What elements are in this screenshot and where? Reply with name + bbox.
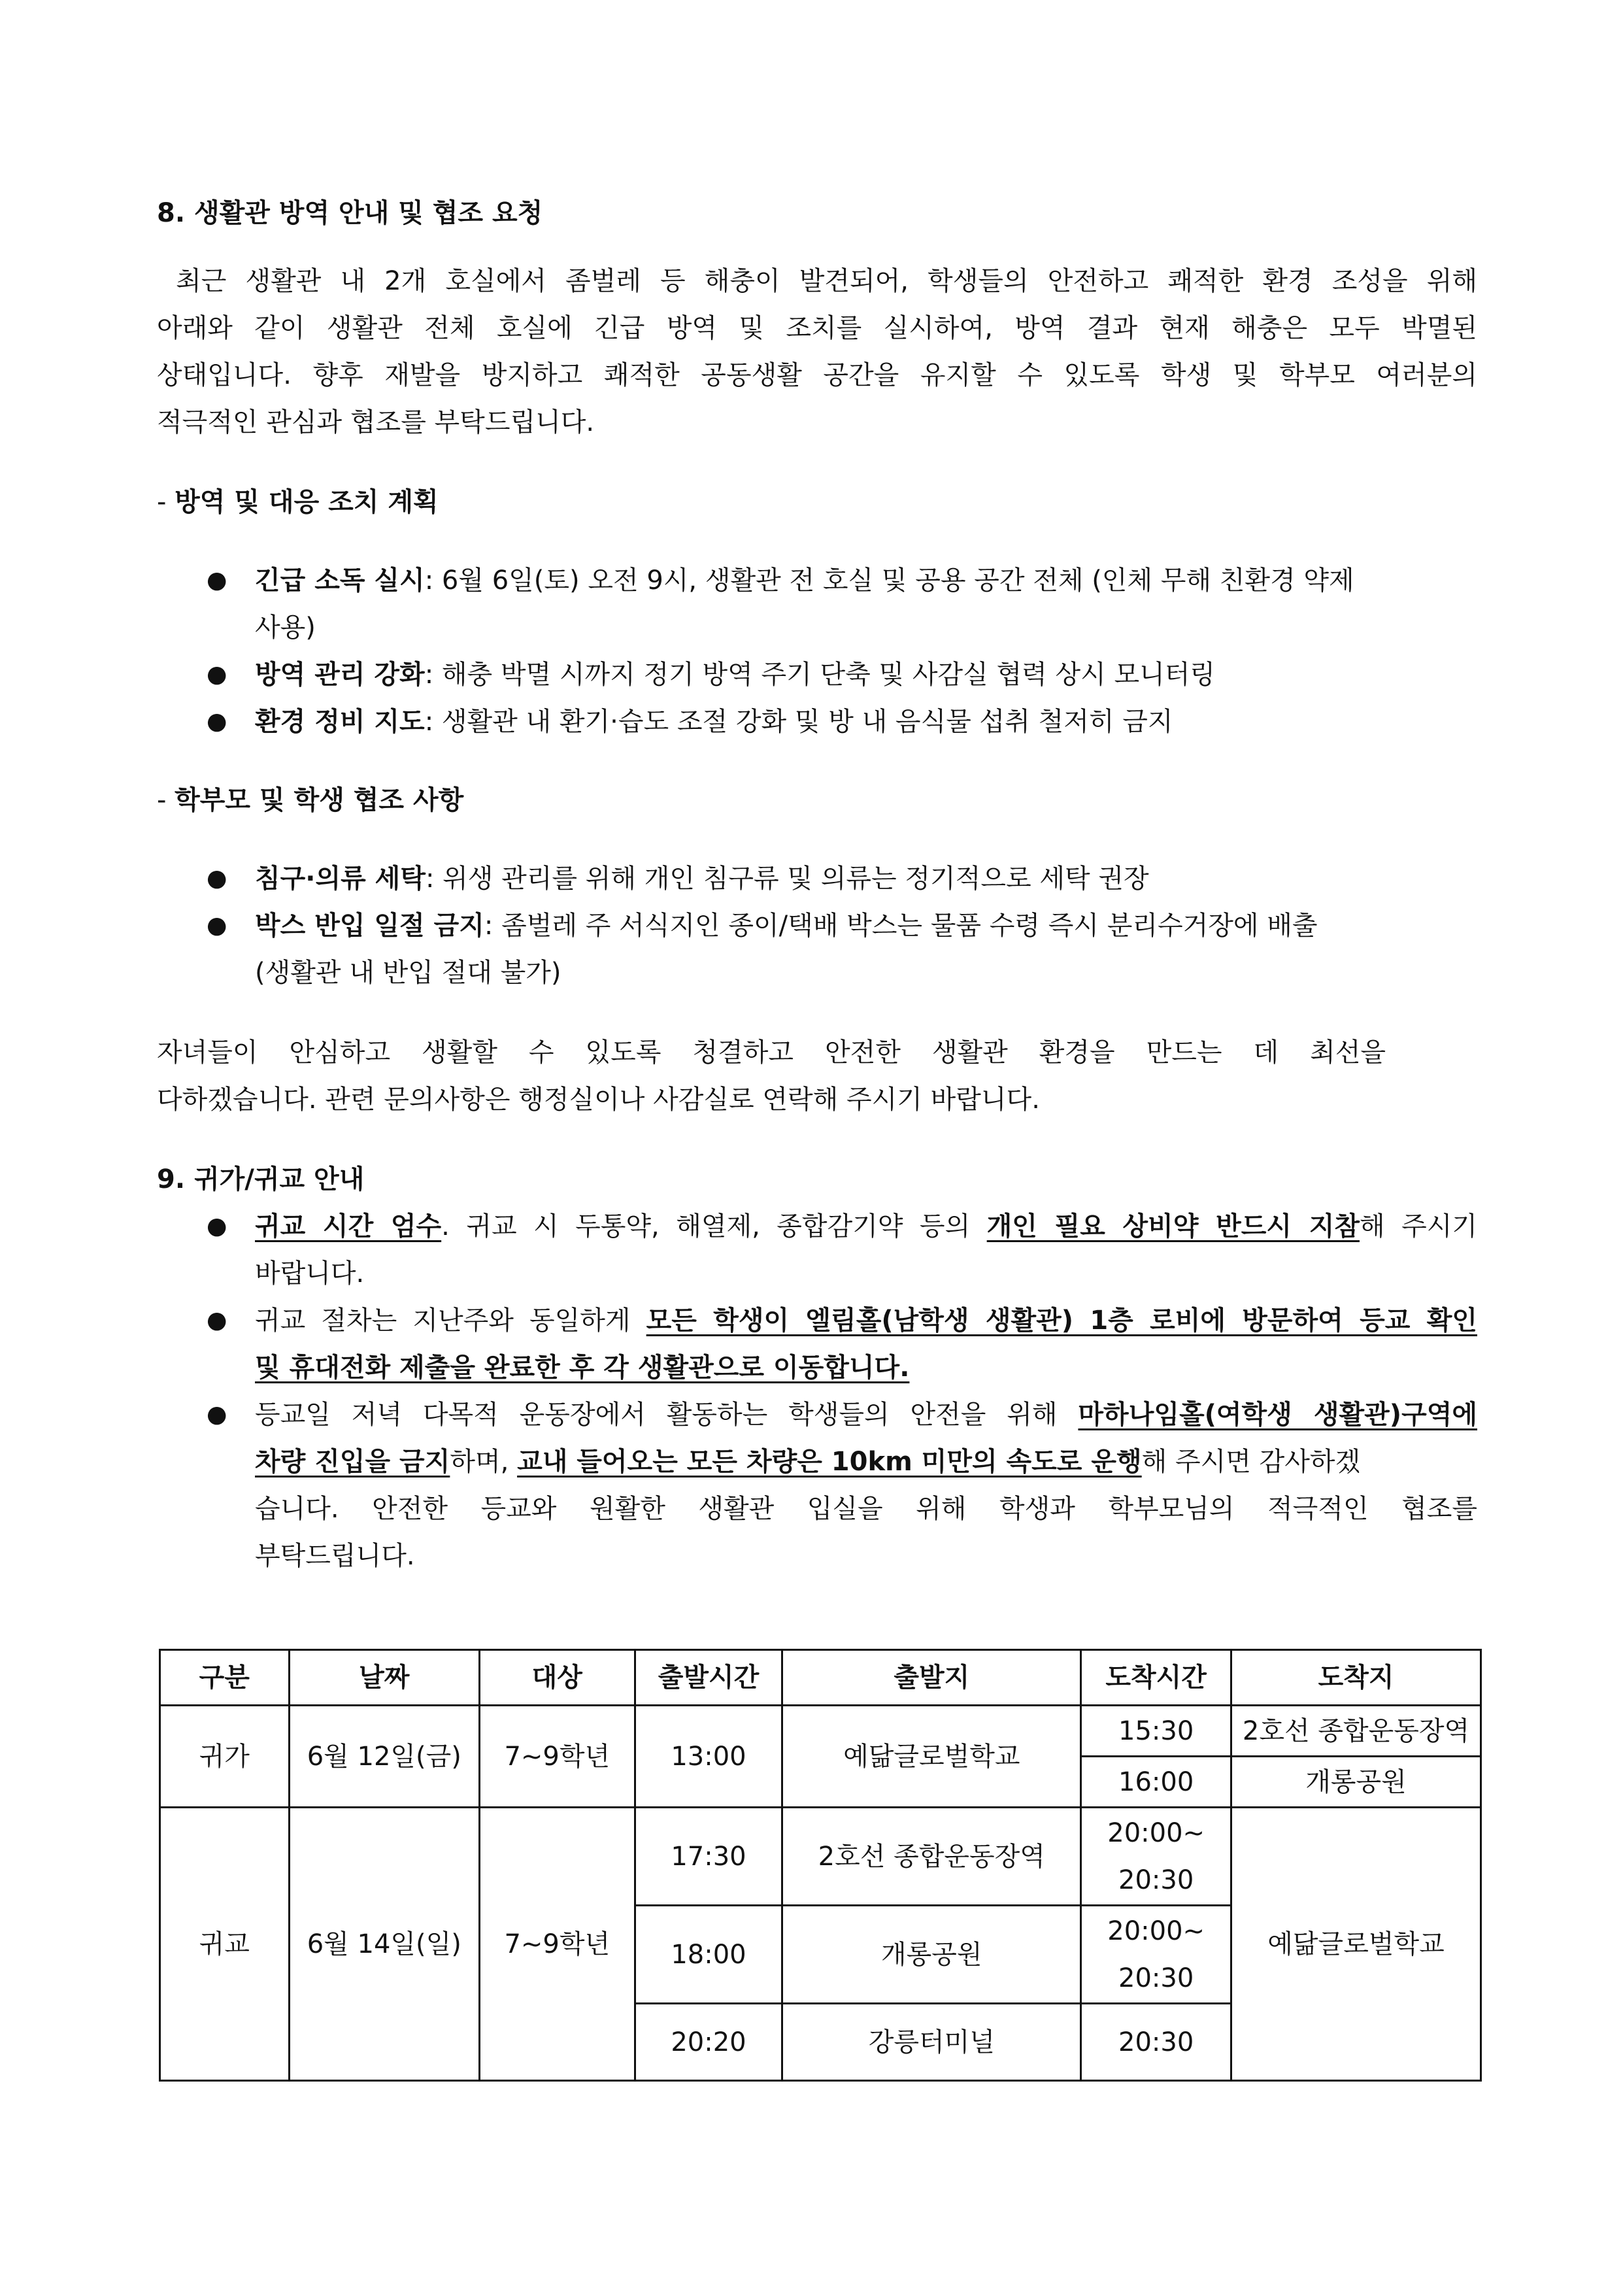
item-text: : 생활관 내 환기·습도 조절 강화 및 방 내 음식물 섭취 철저히 금지 — [424, 707, 1173, 737]
emphasis-underlined: 마하나임홀(여학생 생활관)구역에 — [1078, 1400, 1478, 1430]
item-text: 하며, — [450, 1447, 518, 1477]
header-grade: 대상 — [480, 1650, 635, 1706]
item-text: (생활관 내 반입 절대 불가) — [255, 958, 561, 988]
item-label: 환경 정비 지도 — [255, 707, 425, 737]
cell-arrive-time: 16:00 — [1081, 1757, 1231, 1808]
arrive-line: 20:00~ — [1107, 1916, 1205, 1946]
bullet-icon: ● — [207, 912, 227, 939]
list-item-continuation — [157, 1532, 1477, 1579]
cell-destination: 2호선 종합운동장역 — [1231, 1706, 1481, 1757]
closing-line: 자녀들이 안심하고 생활할 수 있도록 청결하고 안전한 생활관 환경을 만드는 데 최선을 — [157, 1038, 1386, 1068]
subsection-title-text: 학부모 및 학생 협조 사항 — [175, 785, 464, 815]
bullet-icon: ● — [207, 661, 227, 688]
item-text: : 해충 박멸 시까지 정기 방역 주기 단축 및 사감실 협력 상시 모니터링 — [424, 660, 1216, 690]
list-item — [157, 557, 1477, 604]
cell-depart-time: 18:00 — [635, 1906, 782, 2004]
bullet-icon: ● — [207, 708, 227, 735]
cell-arrive-time — [1081, 1808, 1231, 1906]
section-9-title: 9. 귀가/귀교 안내 — [157, 1164, 365, 1194]
bullet-icon: ● — [207, 1307, 227, 1334]
cell-grade: 7~9학년 — [480, 1706, 635, 1808]
intro-line: 아래와 같이 생활관 전체 호실에 긴급 방역 및 조치를 실시하여, 방역 결과 현재 해충은 모두 박멸된 — [157, 313, 1477, 343]
emphasis-underlined: 차량 진입을 금지 — [255, 1447, 450, 1477]
dash: - — [157, 785, 175, 815]
arrive-line: 20:30 — [1118, 1963, 1194, 1993]
cell-depart-time: 17:30 — [635, 1808, 782, 1906]
cell-depart-place: 예닮글로벌학교 — [782, 1706, 1081, 1808]
item-label: 침구·의류 세탁 — [255, 864, 426, 894]
item-label: 방역 관리 강화 — [255, 660, 425, 690]
cooperation-list — [157, 855, 1477, 996]
subsection-title-text: 방역 및 대응 조치 계획 — [175, 487, 439, 517]
list-item-continuation — [157, 1438, 1477, 1485]
item-text: 사용) — [255, 613, 316, 643]
document-page — [157, 190, 1477, 1579]
emphasis-underlined: 귀교 시간 엄수 — [255, 1211, 442, 1241]
cell-type: 귀가 — [160, 1706, 290, 1808]
list-item-continuation — [157, 1344, 1477, 1391]
table-row — [160, 1706, 1481, 1757]
cell-depart-place: 2호선 종합운동장역 — [782, 1808, 1081, 1906]
list-item-continuation — [157, 604, 1477, 651]
section-8-intro — [157, 258, 1477, 446]
cell-date: 6월 12일(금) — [289, 1706, 479, 1808]
cell-grade: 7~9학년 — [480, 1808, 635, 2081]
item-label: 긴급 소독 실시 — [255, 566, 425, 596]
table-row — [160, 1808, 1481, 1906]
item-label: 박스 반입 일절 금지 — [255, 911, 484, 941]
item-text: : 좀벌레 주 서식지인 종이/택배 박스는 물품 수령 즉시 분리수거장에 배출 — [484, 911, 1318, 941]
dash: - — [157, 487, 175, 517]
header-type: 구분 — [160, 1650, 290, 1706]
bullet-icon: ● — [207, 567, 227, 594]
emphasis-underlined: 모든 학생이 엘림홀(남학생 생활관) 1층 로비에 방문하여 등교 확인 — [646, 1306, 1477, 1336]
list-item — [157, 698, 1477, 745]
arrive-line: 20:30 — [1118, 1865, 1194, 1895]
emphasis-underlined: 개인 필요 상비약 반드시 지참 — [986, 1211, 1360, 1241]
item-text: 해 주시면 감사하겠 — [1141, 1447, 1361, 1477]
cell-type: 귀교 — [160, 1808, 290, 2081]
header-depart-place: 출발지 — [782, 1650, 1081, 1706]
cell-arrive-time: 15:30 — [1081, 1706, 1231, 1757]
intro-line: 적극적인 관심과 협조를 부탁드립니다. — [157, 407, 595, 437]
emphasis-underlined: 및 휴대전화 제출을 완료한 후 각 생활관으로 이동합니다. — [255, 1353, 910, 1383]
arrive-line: 20:00~ — [1107, 1817, 1205, 1848]
intro-line: 상태입니다. 향후 재발을 방지하고 쾌적한 공동생활 공간을 유지할 수 있도록 학생 및 학부모 여러분의 — [157, 360, 1477, 390]
list-item-continuation — [157, 1485, 1477, 1532]
section-8-closing — [157, 1029, 1477, 1123]
cell-arrive-time — [1081, 1906, 1231, 2004]
emphasis-underlined: 교내 들어오는 모든 차량은 10km 미만의 속도로 운행 — [517, 1447, 1142, 1477]
subsection-title — [157, 777, 1477, 824]
section-8-title: 8. 생활관 방역 안내 및 협조 요청 — [157, 198, 543, 228]
item-text: 부탁드립니다. — [255, 1541, 415, 1571]
item-text: : 6월 6일(토) 오전 9시, 생활관 전 호실 및 공용 공간 전체 (인체 무해 친환경 약제 — [424, 566, 1354, 596]
list-item — [157, 902, 1477, 949]
list-item — [157, 1203, 1477, 1250]
item-text: 습니다. 안전한 등교와 원활한 생활관 입실을 위해 학생과 학부모님의 적극적인 협조를 — [255, 1494, 1477, 1524]
list-item — [157, 855, 1477, 902]
item-text: 해 주시기 — [1359, 1211, 1477, 1241]
header-arrive-time: 도착시간 — [1081, 1650, 1231, 1706]
bullet-icon: ● — [207, 1213, 227, 1240]
schedule-table — [159, 1649, 1482, 2082]
bullet-icon: ● — [207, 865, 227, 892]
bullet-icon: ● — [207, 1401, 227, 1428]
list-item-continuation — [157, 949, 1477, 996]
cell-destination: 개롱공원 — [1231, 1757, 1481, 1808]
measures-list — [157, 557, 1477, 745]
header-date: 날짜 — [289, 1650, 479, 1706]
header-depart-time: 출발시간 — [635, 1650, 782, 1706]
table-header-row — [160, 1650, 1481, 1706]
list-item — [157, 1391, 1477, 1438]
cell-depart-place: 개롱공원 — [782, 1906, 1081, 2004]
item-text: : 위생 관리를 위해 개인 침구류 및 의류는 정기적으로 세탁 권장 — [425, 864, 1149, 894]
list-item — [157, 1297, 1477, 1344]
list-item-continuation — [157, 1250, 1477, 1297]
return-notice-list — [157, 1203, 1477, 1579]
cell-destination: 예닮글로벌학교 — [1231, 1808, 1481, 2081]
subsection-title — [157, 479, 1477, 526]
cell-depart-time: 13:00 — [635, 1706, 782, 1808]
item-text: 바랍니다. — [255, 1258, 365, 1289]
list-item — [157, 651, 1477, 698]
cell-date: 6월 14일(일) — [289, 1808, 479, 2081]
header-destination: 도착지 — [1231, 1650, 1481, 1706]
item-text: 등교일 저녁 다목적 운동장에서 활동하는 학생들의 안전을 위해 — [255, 1400, 1079, 1430]
cell-arrive-time: 20:30 — [1081, 2004, 1231, 2081]
item-text: . 귀교 시 두통약, 해열제, 종합감기약 등의 — [441, 1211, 987, 1241]
cell-depart-time: 20:20 — [635, 2004, 782, 2081]
closing-line: 다하겠습니다. 관련 문의사항은 행정실이나 사감실로 연락해 주시기 바랍니다. — [157, 1085, 1040, 1115]
intro-line: 최근 생활관 내 2개 호실에서 좀벌레 등 해충이 발견되어, 학생들의 안전하고 쾌적한 환경 조성을 위해 — [157, 266, 1477, 296]
cell-depart-place: 강릉터미널 — [782, 2004, 1081, 2081]
item-text: 귀교 절차는 지난주와 동일하게 — [255, 1306, 646, 1336]
